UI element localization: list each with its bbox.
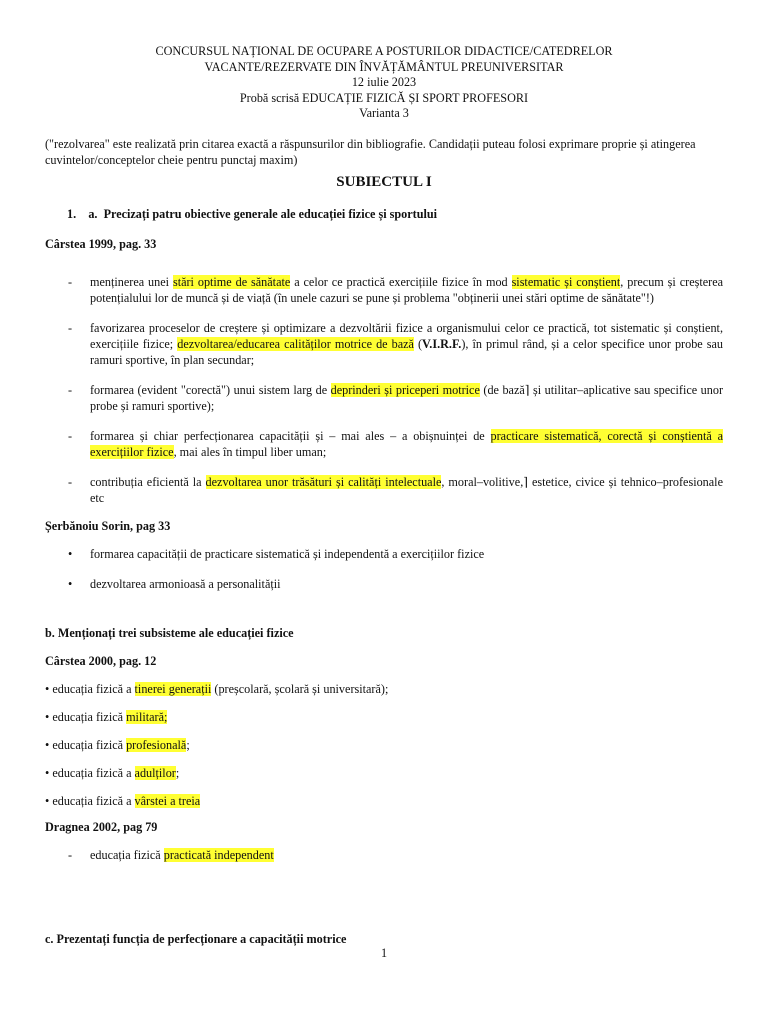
- dash-marker: -: [68, 382, 73, 397]
- subsystem-text: educația fizică a: [52, 765, 135, 780]
- subsystem-item-2: [45, 709, 768, 725]
- bullet-text: dezvoltarea armonioasă a personalității: [90, 576, 281, 591]
- bullet-marker: •: [45, 793, 50, 808]
- highlight-text: tinerei generații: [134, 681, 212, 696]
- bullet-marker: •: [68, 546, 73, 561]
- objective-item-2: [68, 320, 723, 368]
- subsystem-text: educația fizică a: [52, 793, 135, 808]
- subsystem-item-4: [45, 765, 768, 781]
- highlight-text: practicată independent: [163, 847, 274, 862]
- bullet-marker: •: [45, 709, 50, 724]
- bullet-marker: •: [45, 737, 50, 752]
- source-carstea-1999: Cârstea 1999, pag. 33: [45, 236, 157, 251]
- bullet-marker: •: [45, 681, 50, 696]
- highlight-text: adulților: [134, 765, 176, 780]
- subsystem-item-6: [68, 847, 723, 863]
- objective-text: (de bază⌉ și utilitar–aplicative sau specifice unor probe și ramuri sportive);: [90, 382, 723, 413]
- objective-text: contribuția eficientă la: [90, 474, 206, 489]
- intro-note: ("rezolvarea" este realizată prin citarea exactă a răspunsurilor din bibliografie. Candidații puteau folosi exprimare proprie și atingerea cuvintelor/conceptelor cheie pentru punctaj maxim): [45, 136, 696, 167]
- dash-marker: -: [68, 847, 73, 862]
- header-line-2: VACANTE/REZERVATE DIN ÎNVĂȚĂMÂNTUL PREUNIVERSITAR: [204, 59, 564, 74]
- objective-text: menținerea unei: [90, 274, 173, 289]
- question-1a: [67, 206, 768, 222]
- header-proba: Probă scrisă EDUCAȚIE FIZICĂ ȘI SPORT PROFESORI: [239, 90, 529, 105]
- header-date: 12 iulie 2023: [351, 75, 417, 89]
- highlight-text: stări optime de sănătate: [172, 274, 291, 289]
- objective-text: , moral–volitive,⌉ estetice, civice și tehnico–profesionale etc: [90, 474, 723, 505]
- highlight-text: profesională: [126, 737, 187, 752]
- question-number: 1.: [67, 206, 77, 221]
- source-serbanoiu: Șerbănoiu Sorin, pag 33: [45, 518, 171, 533]
- source-dragnea-2002: Dragnea 2002, pag 79: [45, 819, 158, 834]
- header-line-1: CONCURSUL NAȚIONAL DE OCUPARE A POSTURILOR DIDACTICE/CATEDRELOR: [155, 44, 613, 58]
- subsystem-item-1: [45, 681, 768, 697]
- source-carstea-2000: Cârstea 2000, pag. 12: [45, 653, 157, 668]
- question-1c: c. Prezentați funcția de perfecționare a capacității motrice: [45, 931, 347, 946]
- highlight-text: practicare sistematică, corectă și conștientă a exercițiilor fizice: [90, 428, 723, 459]
- objective-item-5: [68, 474, 723, 506]
- objective-text: ), în primul rând, și a celor specifice unor probe sau ramuri sportive, în plan secundar;: [90, 336, 723, 367]
- dash-marker: -: [68, 474, 73, 489]
- subject-heading: SUBIECTUL I: [336, 173, 432, 190]
- question-1b: b. Menționați trei subsisteme ale educației fizice: [45, 625, 294, 640]
- document-header: [0, 0, 768, 122]
- bold-abbreviation: V.I.R.F.: [422, 336, 462, 351]
- subsystem-text: (preșcolară, școlară și universitară);: [211, 681, 389, 696]
- subsystem-text: ;: [186, 737, 190, 752]
- bullet-item-1: [68, 546, 723, 562]
- header-varianta: Varianta 3: [359, 106, 409, 120]
- bullet-marker: •: [45, 765, 50, 780]
- highlight-text: vârstei a treia: [134, 793, 201, 808]
- objective-item-3: [68, 382, 723, 414]
- question-letter: a.: [88, 206, 98, 221]
- dash-marker: -: [68, 428, 73, 443]
- objective-text: formarea și chiar perfecționarea capacității și – mai ales – a obișnuinței de: [90, 428, 491, 443]
- subsystem-text: ;: [175, 765, 180, 780]
- highlight-text: dezvoltarea unor trăsături și calități intelectuale: [205, 474, 442, 489]
- objective-item-1: [68, 274, 724, 306]
- objective-text: , mai ales în timpul liber uman;: [173, 444, 327, 459]
- objective-text: favorizarea proceselor de creștere și optimizare a dezvoltării fizice a organismului celor ce practică, tot sistematic și conștient, exercițiile fizice;: [90, 320, 723, 351]
- highlight-text: militară;: [126, 709, 168, 724]
- subsystem-text: educația fizică a: [52, 681, 135, 696]
- subsystem-text: educația fizică: [52, 709, 127, 724]
- bullet-text: formarea capacității de practicare sistematică și independentă a exercițiilor fizice: [90, 546, 485, 561]
- subsystem-item-3: [45, 737, 768, 753]
- objective-text: formarea (evident "corectă") unui sistem larg de: [90, 382, 331, 397]
- dash-marker: -: [68, 274, 73, 289]
- objective-text: , precum și creșterea potențialului lor de muncă și de viață (în unele cazuri se pune și problema "obținerii unei stări optime de sănătate"!): [90, 274, 724, 305]
- subsystem-text: educația fizică: [90, 847, 164, 862]
- objective-text: (: [413, 336, 423, 351]
- dash-marker: -: [68, 320, 73, 335]
- subsystem-text: educația fizică: [52, 737, 127, 752]
- page-number: 1: [380, 946, 388, 960]
- bullet-marker: •: [68, 576, 73, 591]
- highlight-text: dezvoltarea/educarea calităților motrice de bază: [177, 336, 414, 351]
- highlight-text: sistematic și conștient: [511, 274, 621, 289]
- subsystem-item-5: [45, 793, 768, 809]
- bullet-item-2: [68, 576, 723, 592]
- highlight-text: deprinderi și priceperi motrice: [330, 382, 480, 397]
- question-text: Precizați patru obiective generale ale educației fizice și sportului: [103, 206, 438, 221]
- objective-text: a celor ce practică exercițiile fizice în mod: [290, 274, 512, 289]
- objective-item-4: [68, 428, 723, 460]
